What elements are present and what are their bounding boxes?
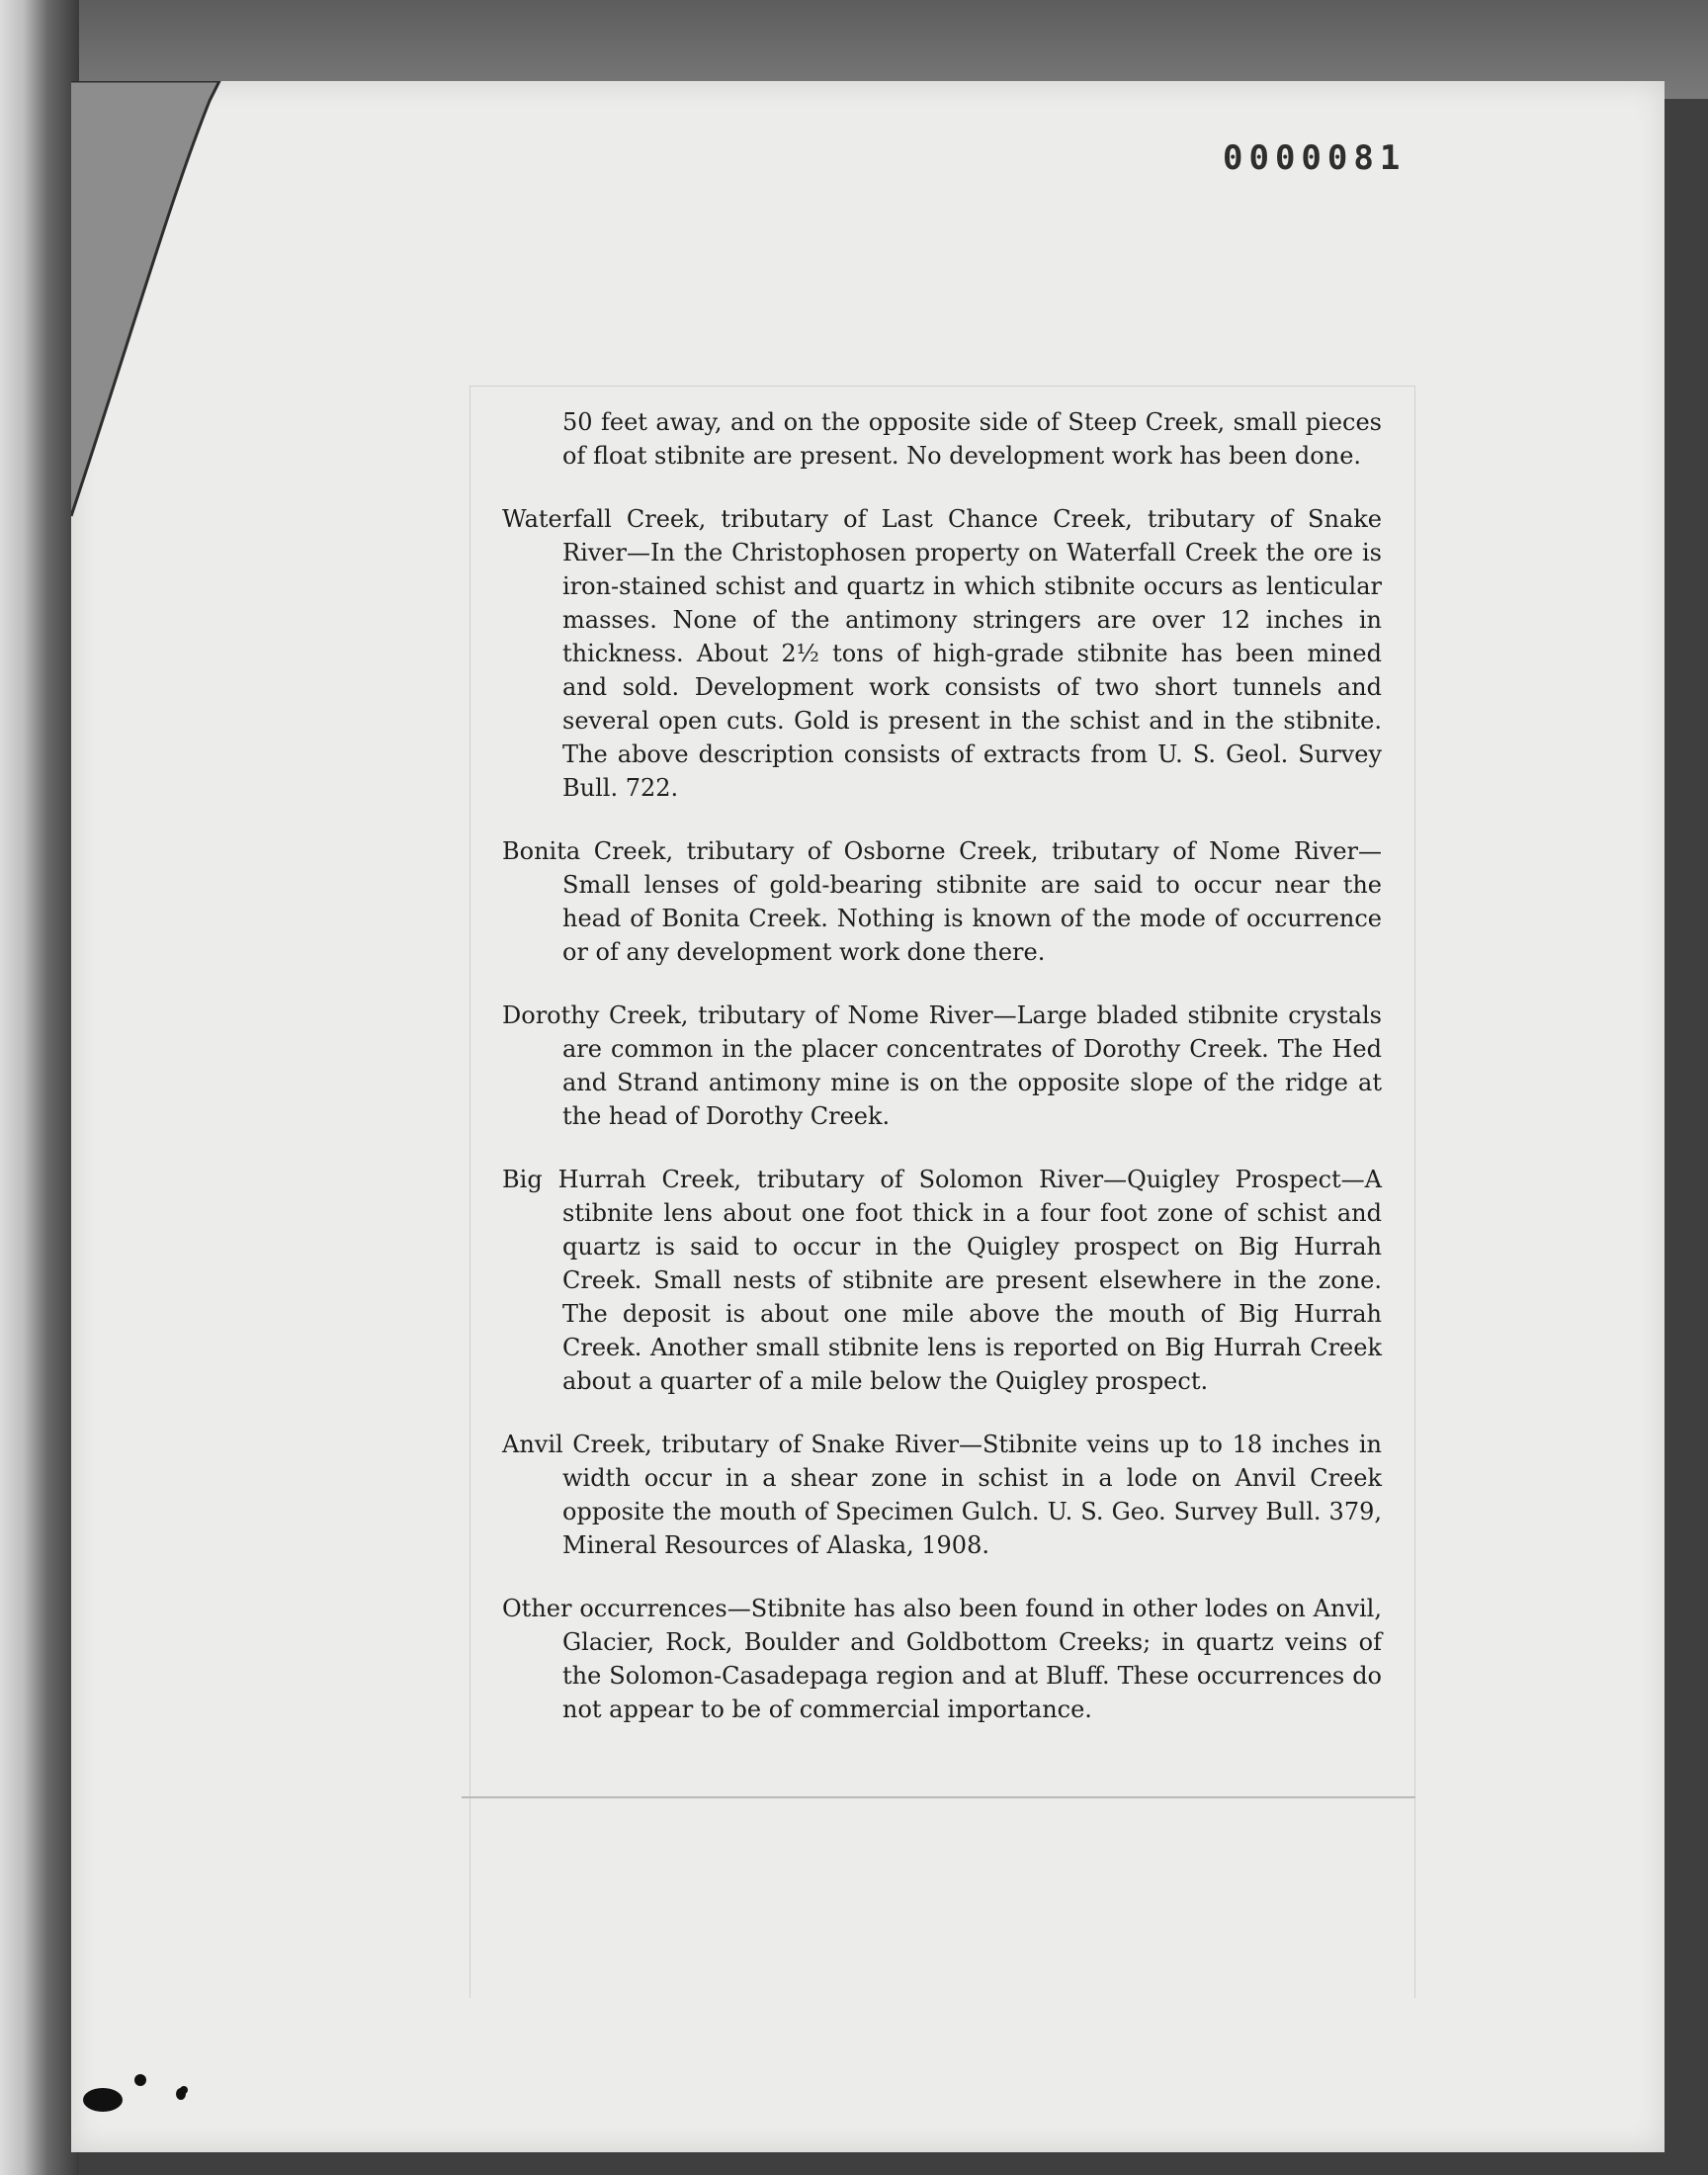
page-number: 0000081 [1223, 138, 1407, 178]
paragraph-text: Anvil Creek, tributary of Snake River—Stibnite veins up to 18 inches in width occur in a shear zone in schist in a lode on Anvil Creek opposite the mouth of Specimen Gulch. U. S. Geo. Survey Bull. 379, Mineral Resources of Alaska, 1908. [502, 1431, 1382, 1559]
scanner-background-left [0, 0, 79, 2175]
paragraph-text: Waterfall Creek, tributary of Last Chance Creek, tributary of Snake River—In the Christophosen property on Waterfall Creek the ore is iron-stained schist and quartz in which stibnite occurs as lenticular masses. None of the antimony stringers are over 12 inches in thickness. About 2½ tons of high-grade stibnite has been mined and sold. Development work consists of two short tunnels and several open cuts. Gold is present in the schist and in the stibnite. The above description consists of extracts from U. S. Geol. Survey Bull. 722. [502, 505, 1382, 802]
paragraph-waterfall-creek [502, 502, 1382, 805]
paragraph-anvil-creek [502, 1428, 1382, 1562]
paragraph-text: Other occurrences—Stibnite has also been found in other lodes on Anvil, Glacier, Rock, Boulder and Goldbottom Creeks; in quartz veins of the Solomon-Casadepaga region and at Bluff. These occurrences do not appear to be of commercial importance. [502, 1595, 1382, 1723]
paragraph-text: Big Hurrah Creek, tributary of Solomon River—Quigley Prospect—A stibnite lens about one foot thick in a four foot zone of schist and quartz is said to occur in the Quigley prospect on Big Hurrah Creek. Small nests of stibnite are present elsewhere in the zone. The deposit is about one mile above the mouth of Big Hurrah Creek. Another small stibnite lens is reported on Big Hurrah Creek about a quarter of a mile below the Quigley prospect. [502, 1166, 1382, 1395]
document-page [71, 81, 1665, 2152]
paragraph-text: 50 feet away, and on the opposite side of Steep Creek, small pieces of float stibnite are present. No development work has been done. [562, 408, 1382, 470]
paragraph-steep-creek-continued [502, 405, 1382, 473]
paragraph-dorothy-creek [502, 999, 1382, 1133]
body-text [502, 405, 1382, 1756]
folded-corner [71, 81, 299, 595]
paragraph-other-occurrences [502, 1592, 1382, 1726]
slip-edge [462, 1796, 1415, 1996]
paragraph-text: Dorothy Creek, tributary of Nome River—Large bladed stibnite crystals are common in the placer concentrates of Dorothy Creek. The Hed and Strand antimony mine is on the opposite slope of the ridge at the head of Dorothy Creek. [502, 1001, 1382, 1130]
paragraph-text: Bonita Creek, tributary of Osborne Creek, tributary of Nome River—Small lenses of gold-bearing stibnite are said to occur near the head of Bonita Creek. Nothing is known of the mode of occurrence or of any development work done there. [502, 837, 1382, 966]
paragraph-bonita-creek [502, 834, 1382, 969]
paragraph-big-hurrah-creek [502, 1163, 1382, 1398]
